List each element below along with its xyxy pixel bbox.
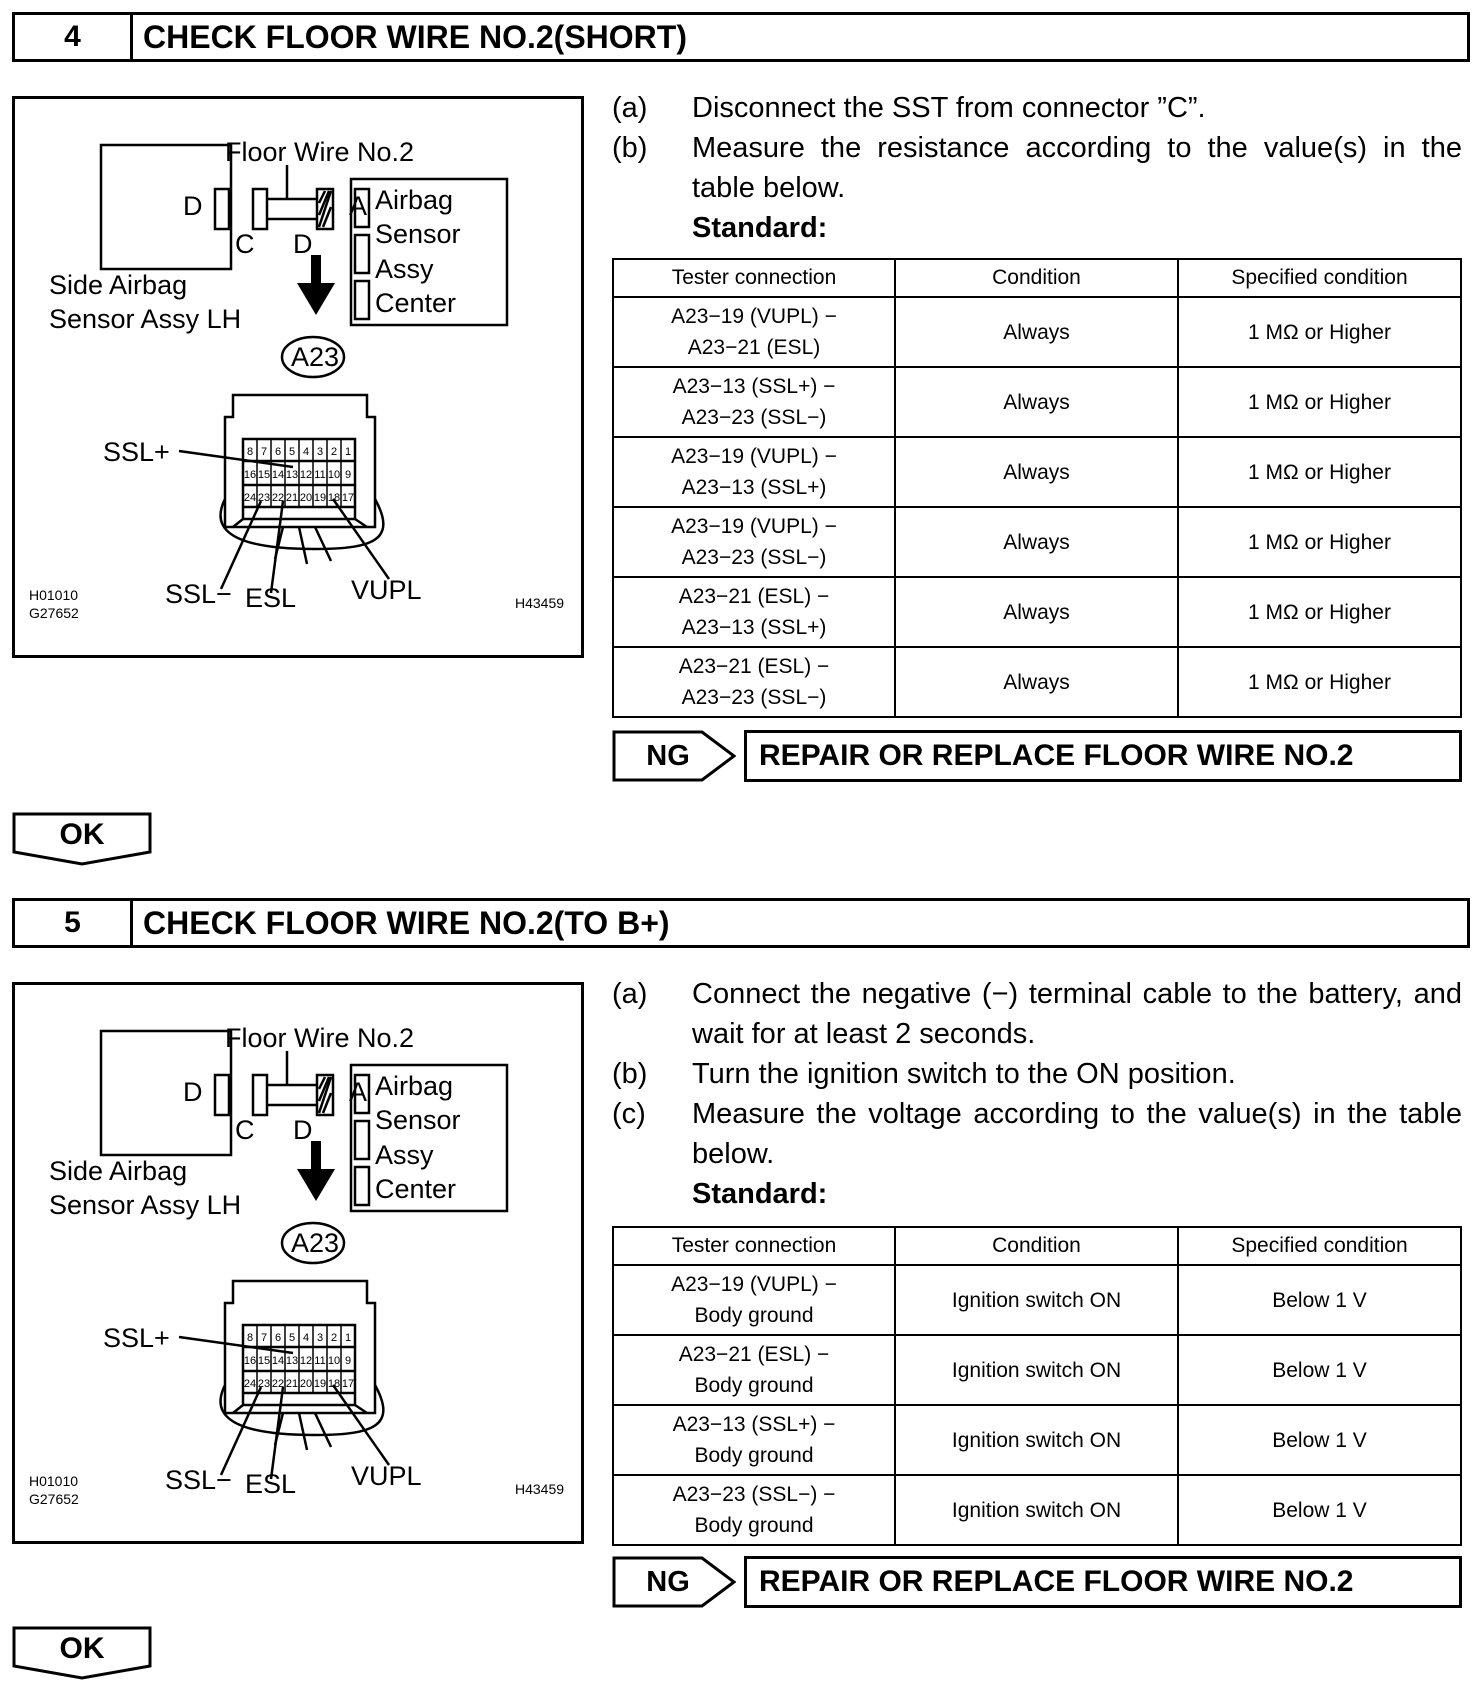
- cell-specified-condition: 1 MΩ or Higher: [1178, 577, 1461, 647]
- cell-tester-connection: [613, 1475, 895, 1545]
- label-airbag-1: Airbag: [375, 185, 454, 215]
- ok-label: OK: [59, 1632, 105, 1665]
- tester-connection-line-2: A23−21 (ESL): [687, 336, 821, 359]
- pin-number: 23: [257, 1378, 271, 1390]
- label-connector-c: C: [235, 229, 255, 259]
- cell-condition: Always: [895, 577, 1178, 647]
- cell-condition: Always: [895, 367, 1178, 437]
- label-airbag-2: Sensor: [375, 1105, 461, 1135]
- label-esl: ESL: [245, 583, 297, 613]
- tester-connection-line-1: A23−13 (SSL+) −: [672, 375, 836, 398]
- col-specified-condition: Specified condition: [1178, 1227, 1461, 1265]
- label-esl: ESL: [245, 1469, 297, 1499]
- pin-number: 20: [299, 492, 313, 504]
- col-condition: Condition: [895, 259, 1178, 297]
- cell-condition: Always: [895, 437, 1178, 507]
- cell-condition: Ignition switch ON: [895, 1335, 1178, 1405]
- cell-specified-condition: Below 1 V: [1178, 1265, 1461, 1335]
- spec-table: [612, 258, 1462, 718]
- cell-tester-connection: [613, 1335, 895, 1405]
- step-title: CHECK FLOOR WIRE NO.2(TO B+): [143, 904, 670, 941]
- cell-specified-condition: 1 MΩ or Higher: [1178, 647, 1461, 717]
- instruction-label: (a): [612, 978, 648, 1010]
- pin-number: 22: [271, 492, 285, 504]
- figure-code-1: H01010: [29, 587, 79, 603]
- label-floor-wire: Floor Wire No.2: [225, 1023, 415, 1053]
- table-row: [613, 507, 1461, 577]
- pin-number: 20: [299, 1378, 313, 1390]
- pin-number: 16: [243, 1355, 257, 1367]
- ok-result: [12, 812, 152, 866]
- pin-number: 12: [299, 1355, 313, 1367]
- tester-connection-line-1: A23−19 (VUPL) −: [671, 515, 837, 538]
- label-connector-a: A: [349, 191, 368, 221]
- step-number: 4: [15, 15, 133, 59]
- diagram-drawing: [15, 985, 581, 1541]
- instruction-text: Connect the negative (−) terminal cable to the battery, and wait for at least 2 seconds.: [692, 978, 1462, 1050]
- pin-number: 14: [271, 1355, 285, 1367]
- pin-number: 21: [285, 492, 299, 504]
- instruction-label: (a): [612, 92, 648, 124]
- tester-connection-line-2: A23−23 (SSL−): [681, 406, 827, 429]
- pin-number: 24: [243, 1378, 257, 1390]
- tester-connection-line-1: A23−19 (VUPL) −: [671, 1273, 837, 1296]
- ok-result: [12, 1626, 152, 1680]
- pin-number: 8: [246, 1332, 254, 1344]
- label-airbag-2: Sensor: [375, 219, 461, 249]
- pin-number: 1: [344, 446, 352, 458]
- instruction-item: [612, 974, 1462, 1054]
- pin-number: 13: [285, 1355, 299, 1367]
- cell-tester-connection: [613, 507, 895, 577]
- table-row: [613, 1475, 1461, 1545]
- label-vupl: VUPL: [351, 575, 422, 605]
- pin-number: 7: [260, 446, 268, 458]
- tester-connection-line-1: A23−21 (ESL) −: [678, 585, 830, 608]
- cell-tester-connection: [613, 367, 895, 437]
- tester-connection-line-2: Body ground: [694, 1304, 814, 1327]
- pin-number: 1: [344, 1332, 352, 1344]
- pin-number: 6: [274, 1332, 282, 1344]
- step-4-header: [12, 12, 1470, 62]
- table-row: [613, 577, 1461, 647]
- cell-tester-connection: [613, 437, 895, 507]
- table-header-row: [613, 1227, 1461, 1265]
- ng-label: NG: [646, 739, 690, 772]
- pin-number: 18: [327, 492, 341, 504]
- tester-connection-line-1: A23−21 (ESL) −: [678, 655, 830, 678]
- tester-connection-line-1: A23−21 (ESL) −: [678, 1343, 830, 1366]
- pin-number: 2: [330, 446, 338, 458]
- label-airbag-1: Airbag: [375, 1071, 454, 1101]
- pin-number: 15: [257, 1355, 271, 1367]
- label-airbag-3: Assy: [375, 1140, 434, 1170]
- cell-specified-condition: 1 MΩ or Higher: [1178, 297, 1461, 367]
- cell-tester-connection: [613, 297, 895, 367]
- table-row: [613, 297, 1461, 367]
- cell-condition: Ignition switch ON: [895, 1265, 1178, 1335]
- label-floor-wire: Floor Wire No.2: [225, 137, 415, 167]
- pin-number: 14: [271, 469, 285, 481]
- step-5-instructions: [612, 974, 1462, 1214]
- diagram-drawing: [15, 99, 581, 655]
- wiring-diagram: [12, 96, 584, 658]
- label-airbag-4: Center: [375, 288, 457, 318]
- tester-connection-line-2: A23−13 (SSL+): [681, 476, 827, 499]
- pin-number: 7: [260, 1332, 268, 1344]
- pin-number: 8: [246, 446, 254, 458]
- figure-code-2: G27652: [29, 605, 79, 621]
- instruction-text: Disconnect the SST from connector ”C”.: [692, 92, 1206, 124]
- label-ssl-plus: SSL+: [103, 437, 170, 467]
- pin-number: 11: [314, 469, 326, 481]
- table-header-row: [613, 259, 1461, 297]
- figure-code-3: H43459: [515, 1481, 565, 1497]
- instruction-text: Measure the voltage according to the value(s) in the table below.: [692, 1098, 1462, 1170]
- tester-connection-line-1: A23−19 (VUPL) −: [671, 305, 837, 328]
- tester-connection-line-2: Body ground: [694, 1514, 814, 1537]
- pin-number: 16: [243, 469, 257, 481]
- tester-connection-line-2: Body ground: [694, 1444, 814, 1467]
- cell-condition: Ignition switch ON: [895, 1475, 1178, 1545]
- table-row: [613, 647, 1461, 717]
- tester-connection-line-1: A23−23 (SSL−) −: [672, 1483, 836, 1506]
- label-connector-a: A: [349, 1077, 368, 1107]
- instruction-label: (b): [612, 132, 648, 164]
- col-specified-condition: Specified condition: [1178, 259, 1461, 297]
- tester-connection-line-2: A23−13 (SSL+): [681, 616, 827, 639]
- instruction-item: [612, 1094, 1462, 1174]
- wiring-diagram: [12, 982, 584, 1544]
- step-4-instructions: [612, 88, 1462, 248]
- pin-number: 9: [344, 1355, 352, 1367]
- cell-specified-condition: Below 1 V: [1178, 1405, 1461, 1475]
- cell-condition: Always: [895, 507, 1178, 577]
- instruction-text: Turn the ignition switch to the ON position.: [692, 1058, 1236, 1090]
- tester-connection-line-2: A23−23 (SSL−): [681, 546, 827, 569]
- table-row: [613, 1405, 1461, 1475]
- instruction-label: (b): [612, 1058, 648, 1090]
- pin-number: 22: [271, 1378, 285, 1390]
- pin-number: 17: [341, 1378, 355, 1390]
- step-title: CHECK FLOOR WIRE NO.2(SHORT): [143, 18, 687, 55]
- label-connector-d-left: D: [183, 191, 203, 221]
- cell-tester-connection: [613, 1405, 895, 1475]
- table-row: [613, 367, 1461, 437]
- figure-code-1: H01010: [29, 1473, 79, 1489]
- pin-number: 11: [314, 1355, 326, 1367]
- step-number: 5: [15, 901, 133, 945]
- label-ssl-minus: SSL−: [165, 1465, 232, 1495]
- cell-condition: Ignition switch ON: [895, 1405, 1178, 1475]
- label-side-airbag-2: Sensor Assy LH: [49, 304, 242, 334]
- pin-number: 23: [257, 492, 271, 504]
- instruction-item: [612, 128, 1462, 208]
- label-connector-code: A23: [291, 1228, 340, 1258]
- pin-number: 15: [257, 469, 271, 481]
- instruction-label: (c): [612, 1098, 646, 1130]
- cell-specified-condition: Below 1 V: [1178, 1475, 1461, 1545]
- pin-number: 5: [288, 446, 296, 458]
- pin-number: 12: [299, 469, 313, 481]
- table-row: [613, 437, 1461, 507]
- ng-result: [612, 1556, 1462, 1608]
- pin-number: 9: [344, 469, 352, 481]
- pin-number: 5: [288, 1332, 296, 1344]
- pin-number: 18: [327, 1378, 341, 1390]
- ng-action: REPAIR OR REPLACE FLOOR WIRE NO.2: [744, 1556, 1462, 1608]
- label-side-airbag-1: Side Airbag: [49, 270, 188, 300]
- tester-connection-line-2: A23−23 (SSL−): [681, 686, 827, 709]
- label-connector-d: D: [293, 229, 313, 259]
- pin-number: 19: [313, 492, 327, 504]
- cell-tester-connection: [613, 647, 895, 717]
- pin-number: 21: [285, 1378, 299, 1390]
- cell-specified-condition: Below 1 V: [1178, 1335, 1461, 1405]
- label-side-airbag-1: Side Airbag: [49, 1156, 188, 1186]
- label-connector-code: A23: [291, 342, 340, 372]
- pin-number: 4: [302, 1332, 310, 1344]
- label-side-airbag-2: Sensor Assy LH: [49, 1190, 242, 1220]
- tester-connection-line-2: Body ground: [694, 1374, 814, 1397]
- pin-number: 10: [327, 1355, 341, 1367]
- label-connector-d-left: D: [183, 1077, 203, 1107]
- pin-number: 10: [327, 469, 341, 481]
- standard-label: Standard:: [692, 1178, 828, 1210]
- ng-label: NG: [646, 1565, 690, 1598]
- col-tester-connection: Tester connection: [613, 259, 895, 297]
- figure-code-3: H43459: [515, 595, 565, 611]
- label-airbag-4: Center: [375, 1174, 457, 1204]
- table-row: [613, 1335, 1461, 1405]
- col-condition: Condition: [895, 1227, 1178, 1265]
- cell-specified-condition: 1 MΩ or Higher: [1178, 367, 1461, 437]
- col-tester-connection: Tester connection: [613, 1227, 895, 1265]
- pin-number: 3: [316, 1332, 324, 1344]
- ng-result: [612, 730, 1462, 782]
- pin-number: 6: [274, 446, 282, 458]
- pin-number: 13: [285, 469, 299, 481]
- pin-number: 3: [316, 446, 324, 458]
- tester-connection-line-1: A23−13 (SSL+) −: [672, 1413, 836, 1436]
- spec-table: [612, 1226, 1462, 1546]
- cell-tester-connection: [613, 1265, 895, 1335]
- ng-action: REPAIR OR REPLACE FLOOR WIRE NO.2: [744, 730, 1462, 782]
- pin-number: 24: [243, 492, 257, 504]
- cell-condition: Always: [895, 647, 1178, 717]
- pin-number: 4: [302, 446, 310, 458]
- label-vupl: VUPL: [351, 1461, 422, 1491]
- ok-label: OK: [59, 818, 105, 851]
- table-row: [613, 1265, 1461, 1335]
- label-ssl-minus: SSL−: [165, 579, 232, 609]
- tester-connection-line-1: A23−19 (VUPL) −: [671, 445, 837, 468]
- pin-number: 17: [341, 492, 355, 504]
- figure-code-2: G27652: [29, 1491, 79, 1507]
- cell-tester-connection: [613, 577, 895, 647]
- pin-number: 2: [330, 1332, 338, 1344]
- label-connector-d: D: [293, 1115, 313, 1145]
- cell-specified-condition: 1 MΩ or Higher: [1178, 507, 1461, 577]
- standard-label: Standard:: [692, 212, 828, 244]
- pin-number: 19: [313, 1378, 327, 1390]
- instruction-item: [612, 88, 1462, 128]
- instruction-text: Measure the resistance according to the value(s) in the table below.: [692, 132, 1462, 204]
- cell-condition: Always: [895, 297, 1178, 367]
- cell-specified-condition: 1 MΩ or Higher: [1178, 437, 1461, 507]
- instruction-item: [612, 1054, 1462, 1094]
- label-ssl-plus: SSL+: [103, 1323, 170, 1353]
- label-airbag-3: Assy: [375, 254, 434, 284]
- label-connector-c: C: [235, 1115, 255, 1145]
- step-5-header: [12, 898, 1470, 948]
